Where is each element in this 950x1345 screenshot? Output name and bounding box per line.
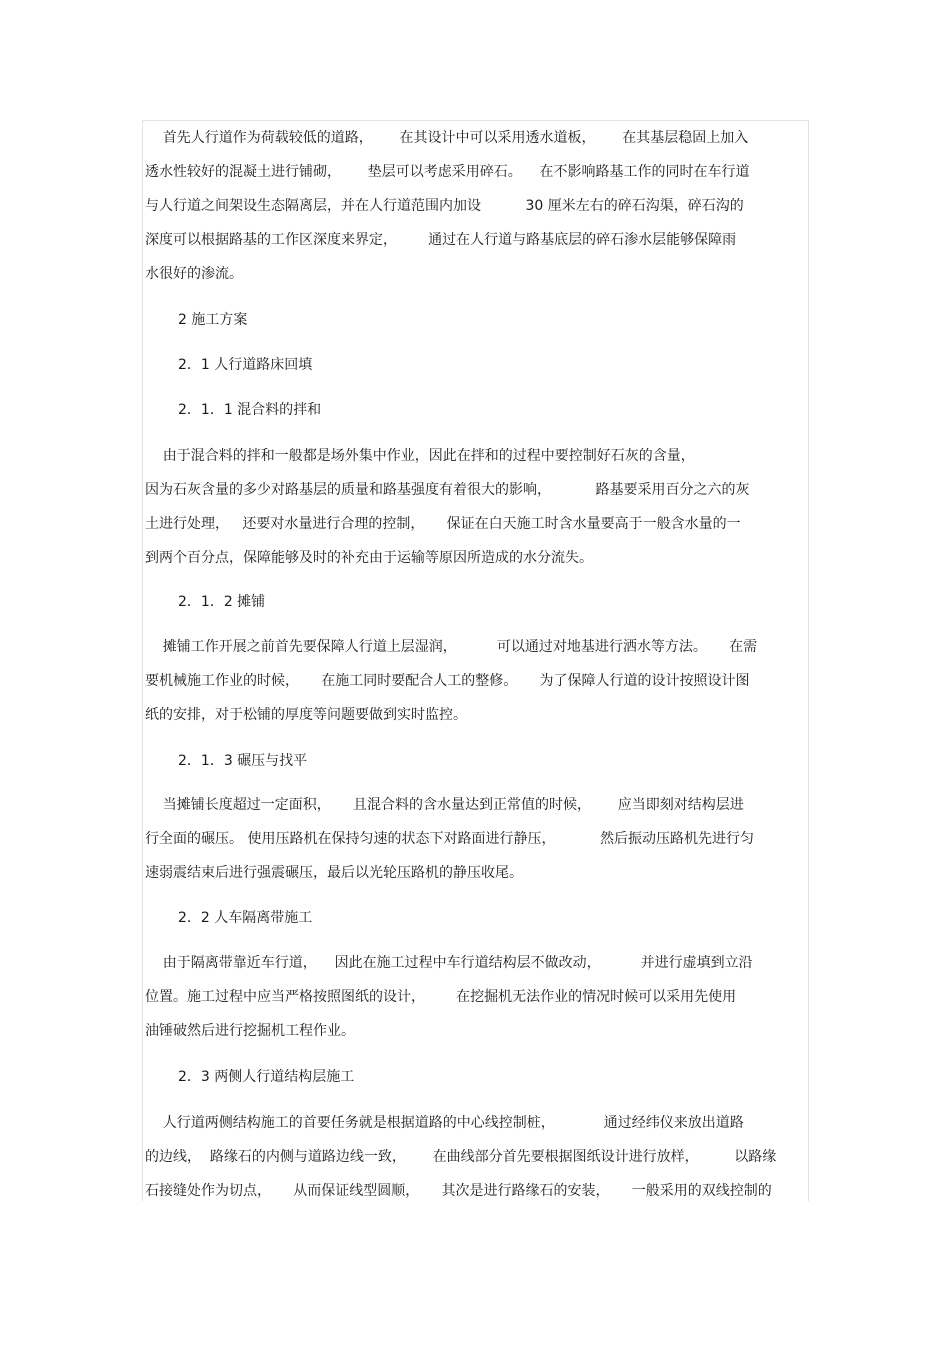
text-line: 由于混合料的拌和一般都是场外集中作业，因此在拌和的过程中要控制好石灰的含量， — [145, 448, 695, 464]
text-line: 首先人行道作为荷载较低的道路， 在其设计中可以采用透水道板， 在其基层稳固上加入 — [145, 130, 749, 146]
text-line: 要机械施工作业的时候， 在施工同时要配合人工的整修。 为了保障人行道的设计按照设计图 — [145, 673, 750, 689]
text-line: 人行道两侧结构施工的首要任务就是根据道路的中心线控制桩， 通过经纬仪来放出道路 — [145, 1115, 744, 1131]
text-line: 位置。施工过程中应当严格按照图纸的设计， 在挖掘机无法作业的情况时候可以采用先使用 — [145, 989, 737, 1005]
text-line: 纸的安排，对于松铺的厚度等问题要做到实时监控。 — [145, 707, 467, 723]
body-paragraph — [145, 946, 793, 1048]
section-heading: 2．1 人行道路床回填 — [178, 357, 313, 373]
text-line: 速弱震结束后进行强震碾压，最后以光轮压路机的静压收尾。 — [145, 865, 523, 881]
body-paragraph — [145, 1106, 793, 1208]
body-paragraph — [145, 439, 793, 575]
text-line: 当摊铺长度超过一定面积， 且混合料的含水量达到正常值的时候， 应当即刻对结构层进 — [145, 797, 744, 813]
text-line: 透水性较好的混凝土进行铺砌， 垫层可以考虑采用碎石。 在不影响路基工作的同时在车行道 — [145, 164, 750, 180]
text-line: 与人行道之间架设生态隔离层，并在人行道范围内加设 30 厘米左右的碎石沟渠，碎石沟的 — [145, 198, 744, 214]
text-line: 因为石灰含量的多少对路基层的质量和路基强度有着很大的影响， 路基要采用百分之六的灰 — [145, 482, 750, 498]
body-paragraph — [145, 788, 793, 890]
section-heading: 2．3 两侧人行道结构层施工 — [178, 1069, 355, 1085]
text-line: 石接缝处作为切点， 从而保证线型圆顺， 其次是进行路缘石的安装， 一般采用的双线控制的 — [145, 1183, 772, 1199]
text-line: 由于隔离带靠近车行道， 因此在施工过程中车行道结构层不做改动， 并进行虚填到立沿 — [145, 955, 753, 971]
text-line: 的边线， 路缘石的内侧与道路边线一致， 在曲线部分首先要根据图纸设计进行放样， 以路缘 — [145, 1149, 777, 1165]
section-heading: 2．2 人车隔离带施工 — [178, 910, 313, 926]
text-line: 土进行处理， 还要对水量进行合理的控制， 保证在白天施工时含水量要高于一般含水量的一 — [145, 516, 741, 532]
text-line: 摊铺工作开展之前首先要保障人行道上层湿润， 可以通过对地基进行洒水等方法。 在需 — [145, 639, 758, 655]
section-heading: 2．1．2 摊铺 — [178, 594, 266, 610]
body-paragraph — [145, 630, 793, 732]
section-heading: 2．1．1 混合料的拌和 — [178, 402, 322, 418]
body-paragraph — [145, 121, 793, 291]
text-line: 深度可以根据路基的工作区深度来界定， 通过在人行道与路基底层的碎石渗水层能够保障雨 — [145, 232, 737, 248]
section-heading: 2 施工方案 — [178, 312, 248, 328]
text-line: 行全面的碾压。 使用压路机在保持匀速的状态下对路面进行静压， 然后振动压路机先进行匀 — [145, 831, 754, 847]
text-line: 水很好的渗流。 — [145, 266, 243, 282]
text-line: 油锤破然后进行挖掘机工程作业。 — [145, 1023, 355, 1039]
section-heading: 2．1．3 碾压与找平 — [178, 753, 308, 769]
text-line: 到两个百分点，保障能够及时的补充由于运输等原因所造成的水分流失。 — [145, 550, 593, 566]
